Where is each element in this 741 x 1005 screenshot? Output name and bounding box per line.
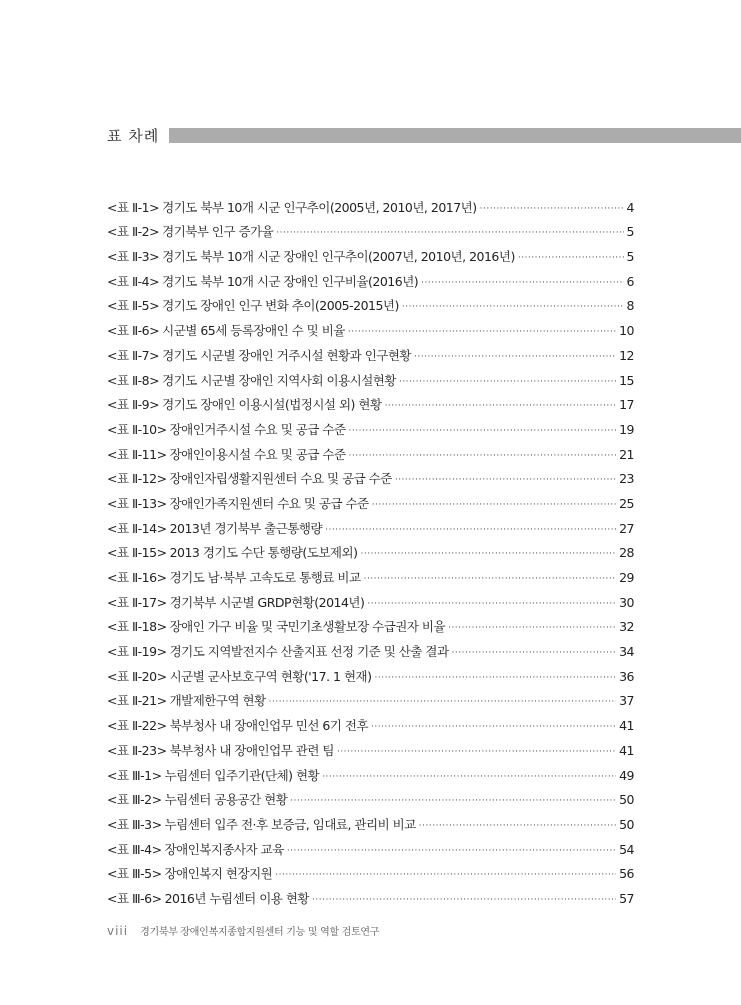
toc-entry-label: <표 Ⅱ-13> — [107, 495, 167, 511]
toc-entry-page-number: 27 — [619, 520, 634, 536]
toc-entry[interactable] — [107, 784, 634, 809]
toc-entry-page-number: 50 — [619, 792, 634, 808]
footer-running-title: 경기북부 장애인복지종합지원센터 기능 및 역할 검토연구 — [140, 927, 380, 938]
toc-leader-dots — [448, 621, 616, 635]
toc-entry-label: <표 Ⅲ-2> — [107, 792, 162, 808]
toc-entry-label: <표 Ⅲ-6> — [107, 890, 162, 906]
toc-entry[interactable] — [107, 314, 634, 339]
page-footer — [107, 923, 379, 938]
toc-entry-page-number: 30 — [619, 594, 634, 610]
toc-entry[interactable] — [107, 191, 634, 216]
toc-entry-title: 경기도 지역발전지수 산출지표 선정 기준 및 산출 결과 — [169, 644, 449, 660]
toc-leader-dots — [480, 202, 624, 216]
toc-entry-title: 누림센터 공용공간 현황 — [164, 792, 288, 808]
toc-leader-dots — [374, 671, 616, 685]
toc-leader-dots — [337, 745, 616, 759]
toc-entry-title: 북부청사 내 장애인업무 관련 팀 — [169, 742, 334, 758]
toc-leader-dots — [371, 720, 616, 734]
toc-entry[interactable] — [107, 537, 634, 562]
toc-entry-page-number: 12 — [619, 347, 634, 363]
toc-entry-title: 장애인거주시설 수요 및 공급 수준 — [169, 421, 346, 437]
toc-entry[interactable] — [107, 808, 634, 833]
toc-leader-dots — [287, 844, 616, 858]
toc-entry-label: <표 Ⅱ-14> — [107, 520, 167, 536]
toc-entry[interactable] — [107, 364, 634, 389]
toc-entry-label: <표 Ⅱ-6> — [107, 323, 160, 339]
toc-leader-dots — [402, 300, 624, 314]
toc-entry-label: <표 Ⅱ-16> — [107, 570, 167, 585]
toc-entry-title: 경기도 북부 10개 시군 장애인 인구비율(2016년) — [162, 273, 419, 289]
toc-entry-title: 경기도 시군별 장애인 지역사회 이용시설현황 — [162, 372, 396, 388]
toc-entry-label: <표 Ⅱ-15> — [107, 545, 167, 561]
toc-leader-dots — [395, 473, 616, 487]
toc-leader-dots — [325, 523, 616, 537]
toc-entry-title: 경기도 장애인 인구 변화 추이(2005-2015년) — [162, 298, 399, 314]
toc-entry[interactable] — [107, 413, 634, 438]
table-of-contents-list — [107, 191, 634, 907]
toc-entry-label: <표 Ⅱ-21> — [107, 693, 167, 709]
toc-leader-dots — [518, 251, 624, 265]
toc-entry-label: <표 Ⅱ-18> — [107, 619, 167, 635]
toc-leader-dots — [421, 276, 623, 290]
toc-entry[interactable] — [107, 463, 634, 488]
toc-entry-title: 경기북부 시군별 GRDP현황(2014년) — [169, 594, 365, 610]
toc-entry-page-number: 36 — [619, 668, 634, 684]
toc-entry-page-number: 32 — [619, 619, 634, 635]
toc-entry[interactable] — [107, 858, 634, 883]
toc-entry-page-number: 56 — [619, 866, 634, 882]
page-title: 표 차례 — [107, 126, 160, 145]
toc-entry[interactable] — [107, 635, 634, 660]
toc-entry-title: 장애인복지종사자 교육 — [164, 841, 284, 857]
toc-entry[interactable] — [107, 759, 634, 784]
toc-leader-dots — [452, 646, 617, 660]
toc-entry-label: <표 Ⅲ-5> — [107, 866, 162, 882]
toc-entry-title: 경기도 북부 10개 시군 인구추이(2005년, 2010년, 2017년) — [162, 199, 477, 215]
toc-entry[interactable] — [107, 882, 634, 907]
toc-entry-label: <표 Ⅱ-1> — [107, 199, 160, 215]
toc-leader-dots — [399, 375, 616, 389]
toc-entry-label: <표 Ⅱ-9> — [107, 397, 160, 413]
toc-entry[interactable] — [107, 685, 634, 710]
toc-entry-page-number: 23 — [619, 471, 634, 487]
toc-entry-label: <표 Ⅱ-4> — [107, 273, 160, 289]
toc-entry-page-number: 41 — [619, 742, 634, 758]
toc-entry-label: <표 Ⅲ-1> — [107, 767, 162, 783]
toc-entry-title: 북부청사 내 장애인업무 민선 6기 전후 — [169, 718, 369, 734]
toc-leader-dots — [364, 572, 617, 586]
toc-leader-dots — [269, 695, 616, 709]
toc-entry[interactable] — [107, 512, 634, 537]
toc-entry-page-number: 6 — [626, 273, 634, 289]
toc-entry[interactable] — [107, 611, 634, 636]
toc-entry[interactable] — [107, 438, 634, 463]
toc-entry-title: 장애인 가구 비율 및 국민기초생활보장 수급권자 비율 — [169, 619, 446, 635]
toc-entry-page-number: 19 — [619, 421, 634, 437]
toc-entry-label: <표 Ⅱ-5> — [107, 298, 160, 314]
toc-entry-page-number: 34 — [619, 644, 634, 660]
toc-entry-page-number: 10 — [619, 323, 634, 339]
toc-entry-page-number: 8 — [626, 298, 634, 314]
toc-entry[interactable] — [107, 290, 634, 315]
toc-entry-label: <표 Ⅱ-2> — [107, 224, 160, 240]
toc-entry[interactable] — [107, 389, 634, 414]
toc-entry-label: <표 Ⅱ-7> — [107, 347, 160, 363]
toc-entry[interactable] — [107, 240, 634, 265]
toc-entry-label: <표 Ⅱ-8> — [107, 372, 160, 388]
toc-entry-page-number: 5 — [626, 249, 634, 265]
toc-entry-label: <표 Ⅱ-23> — [107, 742, 167, 758]
toc-leader-dots — [322, 770, 616, 784]
toc-entry-page-number: 21 — [619, 446, 634, 462]
toc-entry[interactable] — [107, 660, 634, 685]
toc-entry[interactable] — [107, 709, 634, 734]
toc-entry-label: <표 Ⅲ-4> — [107, 841, 162, 857]
toc-entry-title: 시군별 65세 등록장애인 수 및 비율 — [162, 323, 345, 339]
toc-entry-title: 경기도 장애인 이용시설(법정시설 외) 현황 — [162, 397, 382, 413]
toc-entry[interactable] — [107, 833, 634, 858]
section-header — [107, 125, 741, 145]
toc-leader-dots — [275, 868, 616, 882]
toc-entry[interactable] — [107, 561, 634, 586]
toc-entry-title: 개발제한구역 현황 — [169, 693, 266, 709]
toc-entry-label: <표 Ⅱ-11> — [107, 446, 167, 462]
toc-entry-title: 장애인가족지원센터 수요 및 공급 수준 — [169, 495, 369, 511]
toc-leader-dots — [312, 893, 616, 907]
toc-entry-page-number: 28 — [619, 545, 634, 561]
toc-entry-label: <표 Ⅱ-20> — [107, 668, 167, 684]
toc-entry-title: 장애인복지 현장지원 — [164, 866, 273, 882]
toc-entry-title: 장애인이용시설 수요 및 공급 수준 — [169, 446, 346, 462]
toc-entry-label: <표 Ⅲ-3> — [107, 816, 162, 832]
toc-entry-page-number: 54 — [619, 841, 634, 857]
toc-entry-page-number: 29 — [619, 570, 634, 585]
toc-entry-page-number: 50 — [619, 816, 634, 832]
toc-entry-title: 누림센터 입주 전·후 보증금, 임대료, 관리비 비교 — [164, 816, 416, 832]
toc-entry[interactable] — [107, 586, 634, 611]
toc-entry-title: 2013년 경기북부 출근통행량 — [169, 520, 323, 536]
toc-entry-title: 장애인자립생활지원센터 수요 및 공급 수준 — [169, 471, 392, 487]
toc-entry[interactable] — [107, 734, 634, 759]
toc-entry-page-number: 49 — [619, 767, 634, 783]
toc-entry-title: 2013 경기도 수단 통행량(도보제외) — [169, 545, 358, 561]
toc-entry-page-number: 17 — [619, 397, 634, 413]
toc-entry-page-number: 25 — [619, 495, 634, 511]
toc-leader-dots — [290, 794, 616, 808]
toc-leader-dots — [348, 325, 616, 339]
toc-entry[interactable] — [107, 216, 634, 241]
toc-entry-page-number: 41 — [619, 718, 634, 734]
toc-leader-dots — [419, 819, 616, 833]
toc-entry-label: <표 Ⅱ-17> — [107, 594, 167, 610]
toc-entry-title: 경기도 시군별 장애인 거주시설 현황과 인구현황 — [162, 347, 411, 363]
toc-entry-label: <표 Ⅱ-19> — [107, 644, 167, 660]
toc-entry-title: 경기도 북부 10개 시군 장애인 인구추이(2007년, 2010년, 2016년) — [162, 249, 515, 265]
toc-leader-dots — [385, 399, 617, 413]
toc-entry-page-number: 5 — [626, 224, 634, 240]
toc-entry-label: <표 Ⅱ-3> — [107, 249, 160, 265]
toc-entry-label: <표 Ⅱ-22> — [107, 718, 167, 734]
toc-entry[interactable] — [107, 339, 634, 364]
header-rule-bar — [169, 128, 741, 143]
toc-leader-dots — [367, 597, 616, 611]
toc-entry[interactable] — [107, 487, 634, 512]
toc-entry[interactable] — [107, 265, 634, 290]
toc-leader-dots — [360, 547, 616, 561]
footer-page-number: viii — [107, 924, 129, 938]
toc-leader-dots — [349, 424, 617, 438]
toc-leader-dots — [372, 498, 616, 512]
toc-entry-title: 누림센터 입주기관(단체) 현황 — [164, 767, 320, 783]
toc-leader-dots — [276, 226, 623, 240]
toc-entry-page-number: 57 — [619, 890, 634, 906]
toc-entry-page-number: 4 — [626, 199, 634, 215]
toc-entry-label: <표 Ⅱ-12> — [107, 471, 167, 487]
toc-leader-dots — [349, 449, 617, 463]
toc-entry-title: 경기북부 인구 증가율 — [162, 224, 274, 240]
toc-entry-title: 경기도 남·북부 고속도로 통행료 비교 — [169, 570, 361, 585]
toc-entry-title: 시군별 군사보호구역 현황('17. 1 현재) — [169, 668, 372, 684]
toc-leader-dots — [414, 350, 616, 364]
toc-entry-page-number: 15 — [619, 372, 634, 388]
toc-entry-label: <표 Ⅱ-10> — [107, 421, 167, 437]
toc-entry-title: 2016년 누림센터 이용 현황 — [164, 890, 309, 906]
toc-entry-page-number: 37 — [619, 693, 634, 709]
